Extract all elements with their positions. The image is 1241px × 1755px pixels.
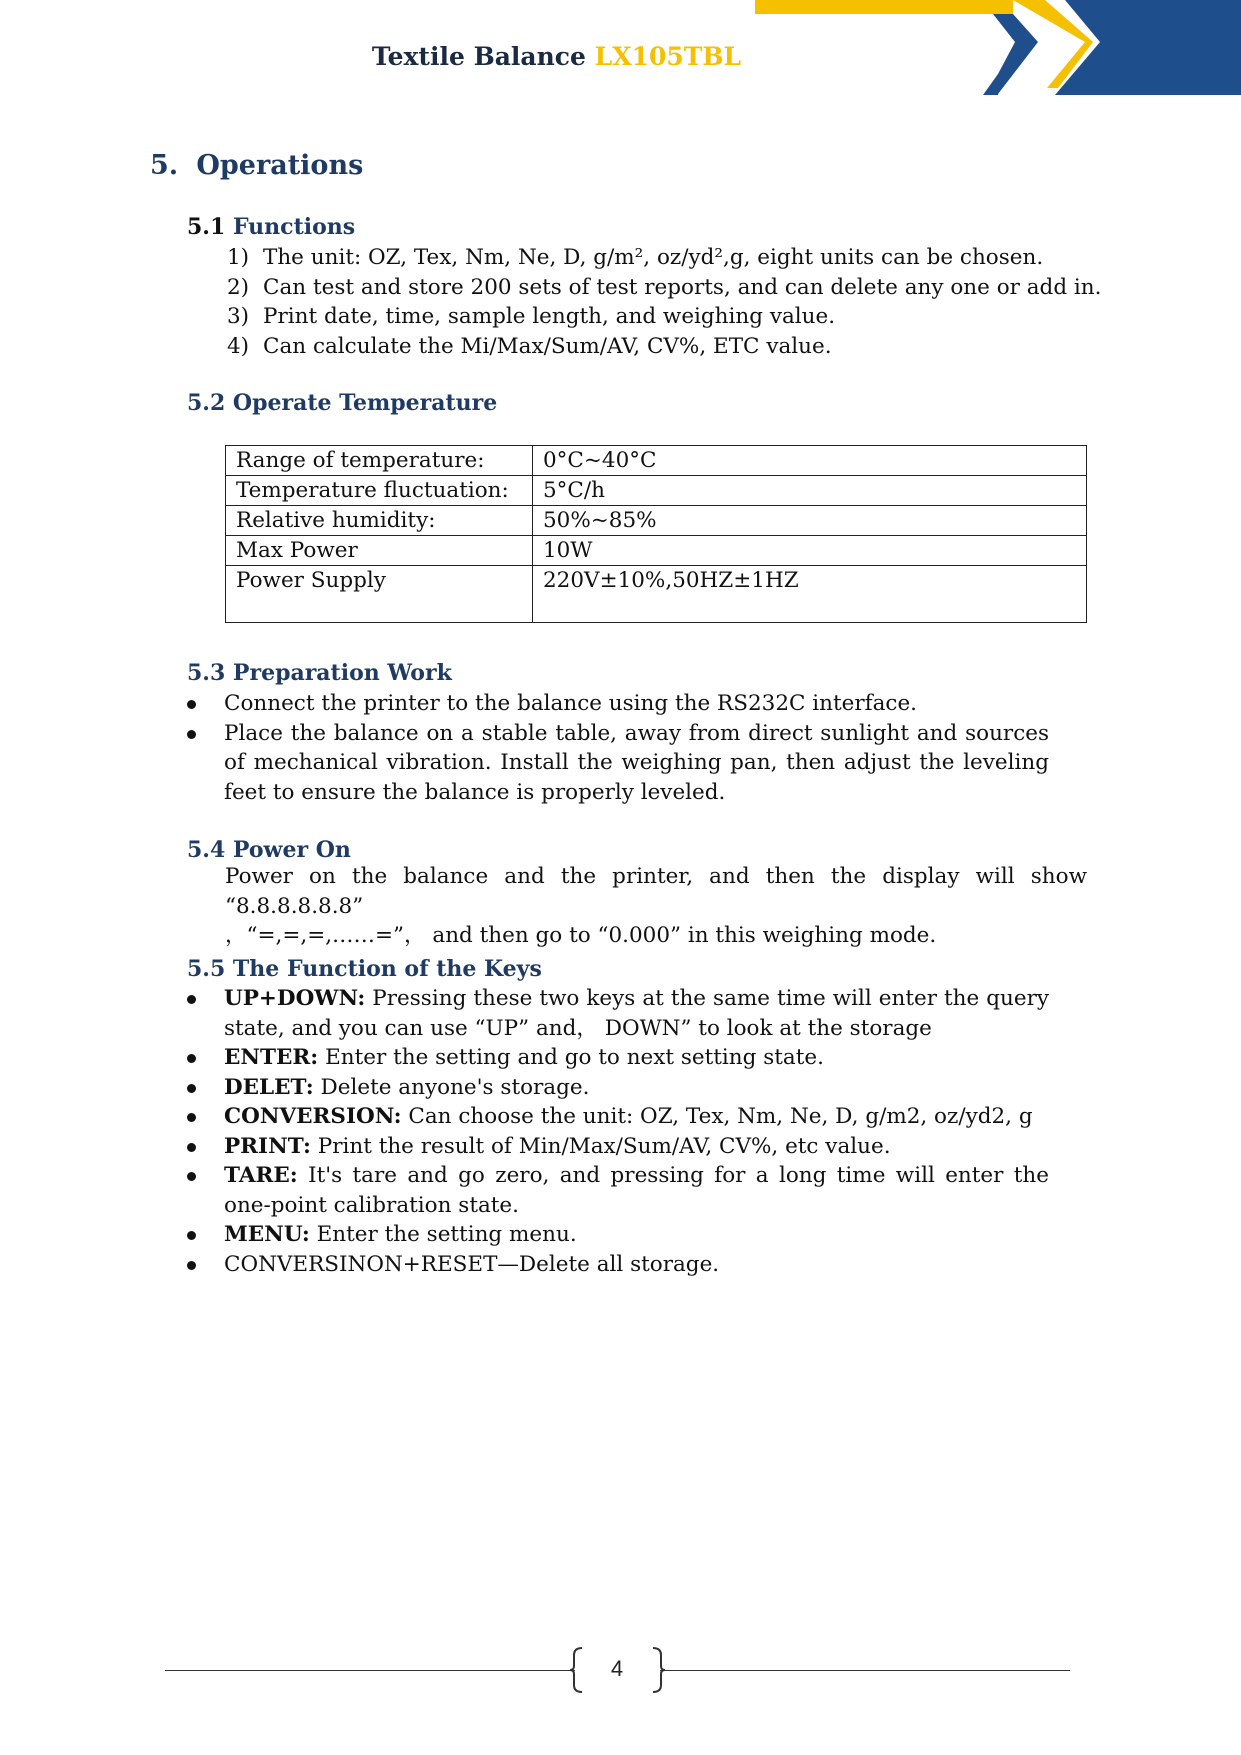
- power-on-line-2: ，“=,=,=,……=”， and then go to “0.000” in this weighing mode.: [225, 923, 937, 948]
- bullet-icon: [187, 1054, 196, 1063]
- functions-heading-number: 5.1: [187, 214, 226, 240]
- list-item: PRINT: Print the result of Min/Max/Sum/AV, CV%, etc value.: [187, 1132, 1049, 1162]
- header-title-model: LX105TBL: [594, 42, 742, 71]
- key-name: ENTER:: [224, 1045, 319, 1070]
- temperature-table: [225, 445, 1087, 623]
- functions-heading-title: Functions: [232, 214, 356, 240]
- logo-navy-chevron: [930, 14, 1038, 95]
- preparation-heading: 5.3 Preparation Work: [187, 660, 452, 686]
- header-logo-graphic: [755, 0, 1241, 95]
- header-title-main: Textile Balance: [371, 42, 586, 71]
- list-item: CONVERSION: Can choose the unit: OZ, Tex, Nm, Ne, D, g/m2, oz/yd2, g: [187, 1102, 1049, 1132]
- list-item: 3) Print date, time, sample length, and weighing value.: [227, 304, 836, 329]
- functions-list: [222, 243, 1101, 361]
- list-item: ENTER: Enter the setting and go to next setting state.: [187, 1043, 1049, 1073]
- table-cell-label: Max Power: [226, 536, 533, 566]
- keys-heading: 5.5 The Function of the Keys: [187, 956, 542, 982]
- table-cell-value: 0°C~40°C: [533, 446, 1087, 476]
- right-brace-icon: [651, 1647, 665, 1693]
- key-name: CONVERSION:: [224, 1104, 402, 1129]
- bullet-icon: [187, 1261, 196, 1270]
- table-row: [226, 446, 1087, 476]
- table-row: [226, 566, 1087, 623]
- footer-divider-left: [165, 1670, 575, 1671]
- section-heading: [150, 150, 363, 181]
- section-title: Operations: [196, 150, 364, 181]
- list-item: 2) Can test and store 200 sets of test reports, and can delete any one or add in.: [227, 274, 1102, 300]
- power-on-paragraph: [225, 862, 1087, 951]
- bullet-icon: [187, 995, 196, 1004]
- table-cell-label: Temperature fluctuation:: [226, 476, 533, 506]
- list-item: DELET: Delete anyone's storage.: [187, 1073, 1049, 1103]
- key-name: PRINT:: [224, 1133, 311, 1159]
- bullet-icon: [187, 1172, 196, 1181]
- section-number: 5.: [150, 150, 179, 181]
- table-cell-value: 10W: [533, 536, 1087, 566]
- list-item: MENU: Enter the setting menu.: [187, 1220, 1049, 1250]
- power-on-heading: 5.4 Power On: [187, 837, 351, 863]
- list-item: Connect the printer to the balance using the RS232C interface.: [187, 689, 1049, 719]
- bullet-icon: [187, 1143, 196, 1152]
- key-name: DELET:: [224, 1074, 314, 1100]
- bullet-icon: [187, 730, 196, 739]
- preparation-list: [187, 689, 1049, 807]
- bullet-icon: [187, 700, 196, 709]
- table-row: [226, 506, 1087, 536]
- list-item: 1) The unit: OZ, Tex, Nm, Ne, D, g/m², oz/yd²,g, eight units can be chosen.: [227, 245, 1044, 270]
- table-cell-value: 5°C/h: [533, 476, 1087, 506]
- table-cell-label: Power Supply: [226, 566, 533, 623]
- functions-heading: [187, 214, 355, 240]
- page-number: 4: [610, 1656, 624, 1681]
- table-row: [226, 536, 1087, 566]
- table-cell-label: Range of temperature:: [226, 446, 533, 476]
- bullet-icon: [187, 1084, 196, 1093]
- list-item: TARE: It's tare and go zero, and pressing for a long time will enter the one-point calibration state.: [187, 1161, 1049, 1220]
- table-cell-value: 220V±10%,50HZ±1HZ: [533, 566, 1087, 623]
- table-cell-value: 50%~85%: [533, 506, 1087, 536]
- key-name: TARE:: [224, 1163, 298, 1188]
- bullet-icon: [187, 1113, 196, 1122]
- key-name: MENU:: [224, 1222, 310, 1247]
- list-item: CONVERSINON+RESET—Delete all storage.: [187, 1250, 1049, 1280]
- power-on-line-1: Power on the balance and the printer, and then the display will show “8.8.8.8.8.8”: [225, 864, 1087, 919]
- temperature-heading: 5.2 Operate Temperature: [187, 390, 498, 416]
- logo-yellow-band: [755, 0, 1013, 14]
- table-cell-label: Relative humidity:: [226, 506, 533, 536]
- list-item: Place the balance on a stable table, away from direct sunlight and sources of mechanical vibration. Install the weighing pan, then adjust the leveling feet to ensure the balance is properly leveled.: [187, 719, 1049, 808]
- table-row: [226, 476, 1087, 506]
- footer-divider-right: [660, 1670, 1070, 1671]
- left-brace-icon: [570, 1647, 584, 1693]
- list-item: 4) Can calculate the Mi/Max/Sum/AV, CV%, ETC value.: [227, 333, 832, 359]
- key-name: UP+DOWN:: [224, 986, 366, 1011]
- bullet-icon: [187, 1231, 196, 1240]
- keys-list: [187, 984, 1049, 1279]
- list-item: UP+DOWN: Pressing these two keys at the same time will enter the query state, and you can use “UP” and， DOWN” to look at the storage: [187, 984, 1049, 1043]
